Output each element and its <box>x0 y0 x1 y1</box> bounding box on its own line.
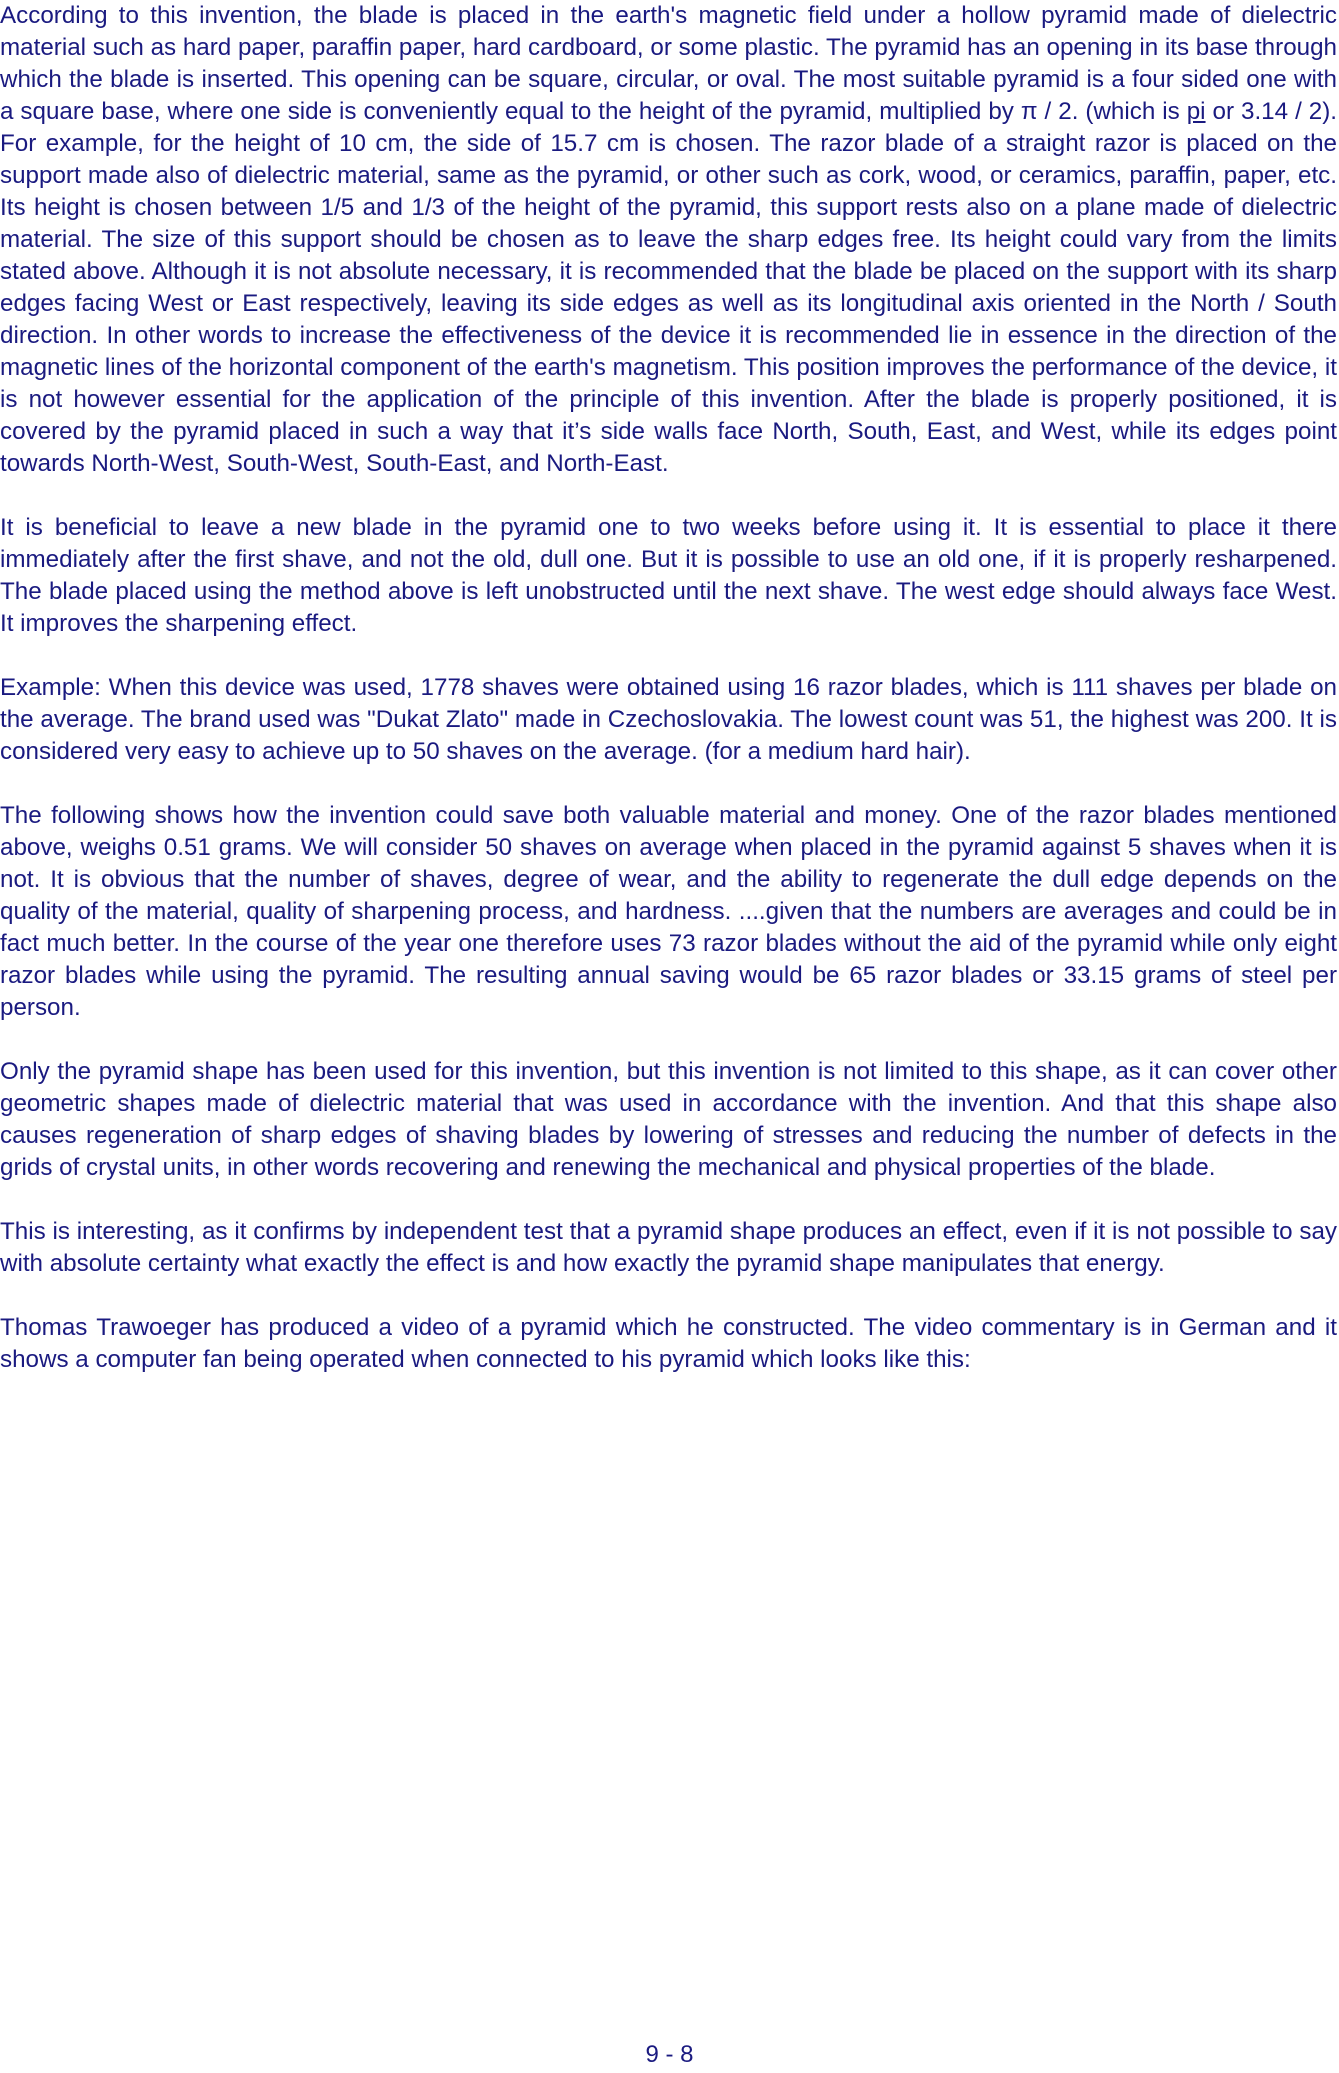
paragraph-text: According to this invention, the blade is placed in the earth's magnetic field under a hollow pyramid made of dielectric material such as hard paper, paraffin paper, hard cardboard, or some plastic. The pyramid has an opening in its base through which the blade is inserted. This opening can be square, circular, or oval. The most suitable pyramid is a four sided one with a square base, where one side is conveniently equal to the height of the pyramid, multiplied by π / 2. (which is <box>0 2 1337 125</box>
paragraph-example: Example: When this device was used, 1778 shaves were obtained using 16 razor blades, which is 111 shaves per blade on the average. The brand used was "Dukat Zlato" made in Czechoslovakia. The lowest count was 51, the highest was 200. It is considered very easy to achieve up to 50 shaves on the average. (for a medium hard hair). <box>0 674 1337 765</box>
paragraph-blade-usage: It is beneficial to leave a new blade in the pyramid one to two weeks before using it. It is essential to place it there immediately after the first shave, and not the old, dull one. But it is possible to use an old one, if it is properly resharpened. The blade placed using the method above is left unobstructed until the next shave. The west edge should always face West. It improves the sharpening effect. <box>0 514 1337 637</box>
pi-link[interactable]: pi <box>1186 98 1206 125</box>
paragraph-independent-test: This is interesting, as it confirms by independent test that a pyramid shape produces an effect, even if it is not possible to say with absolute certainty what exactly the effect is and how exactly the pyramid shape manipulates that energy. <box>0 1218 1337 1277</box>
paragraph-trawoeger-video: Thomas Trawoeger has produced a video of a pyramid which he constructed. The video commentary is in German and it shows a computer fan being operated when connected to his pyramid which looks like this: <box>0 1314 1337 1373</box>
paragraph-savings: The following shows how the invention could save both valuable material and money. One of the razor blades mentioned above, weighs 0.51 grams. We will consider 50 shaves on average when placed in the pyramid against 5 shaves when it is not. It is obvious that the number of shaves, degree of wear, and the ability to regenerate the dull edge depends on the quality of the material, quality of sharpening process, and hardness. ....given that the numbers are averages and could be in fact much better. In the course of the year one therefore uses 73 razor blades without the aid of the pyramid while only eight razor blades while using the pyramid. The resulting annual saving would be 65 razor blades or 33.15 grams of steel per person. <box>0 802 1337 1021</box>
paragraph-text: or 3.14 / 2). For example, for the height of 10 cm, the side of 15.7 cm is chosen. The razor blade of a straight razor is placed on the support made also of dielectric material, same as the pyramid, or other such as cork, wood, or ceramics, paraffin, paper, etc. Its height is chosen between 1/5 and 1/3 of the height of the pyramid, this support rests also on a plane made of dielectric material. The size of this support should be chosen as to leave the sharp edges free. Its height could vary from the limits stated above. Although it is not absolute necessary, it is recommended that the blade be placed on the support with its sharp edges facing West or East respectively, leaving its side edges as well as its longitudinal axis oriented in the North / South direction. In other words to increase the effectiveness of the device it is recommended lie in essence in the direction of the magnetic lines of the horizontal component of the earth's magnetism. This position improves the performance of the device, it is not however essential for the application of the principle of this invention. After the blade is properly positioned, it is covered by the pyramid placed in such a way that it’s side walls face North, South, East, and West, while its edges point towards North-West, South-West, South-East, and North-East. <box>0 98 1337 477</box>
paragraph-other-shapes: Only the pyramid shape has been used for this invention, but this invention is not limited to this shape, as it can cover other geometric shapes made of dielectric material that was used in accordance with the invention. And that this shape also causes regeneration of sharp edges of shaving blades by lowering of stresses and reducing the number of defects in the grids of crystal units, in other words recovering and renewing the mechanical and physical properties of the blade. <box>0 1058 1337 1181</box>
page-number: 9 - 8 <box>645 2041 694 2068</box>
paragraph-invention-description <box>0 0 1337 480</box>
